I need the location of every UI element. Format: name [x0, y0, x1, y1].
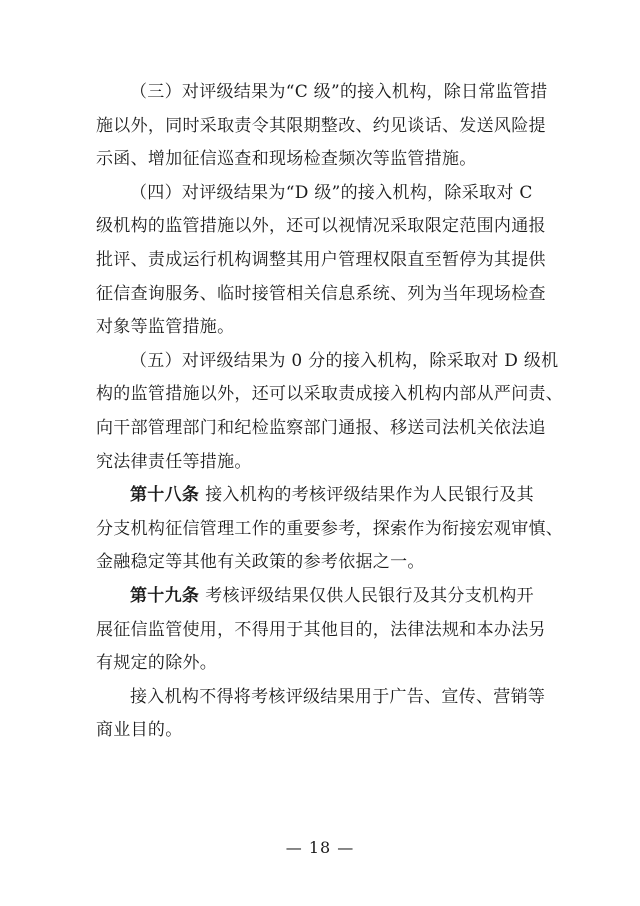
page-number: — 18 —	[285, 838, 355, 857]
text-line: （三）对评级结果为“C 级”的接入机构，除日常监管措	[130, 82, 548, 102]
text-line: 究法律责任等措施。	[96, 451, 252, 472]
text-line: 金融稳定等其他有关政策的参考依据之一。	[96, 552, 425, 573]
article-18-text: 接入机构的考核评级结果作为人民银行及其	[205, 485, 534, 506]
text-line: 有规定的除外。	[96, 653, 218, 674]
text-line: 征信查询服务、临时接管相关信息系统、列为当年现场检查	[96, 283, 546, 304]
text-line: 构的监管措施以外，还可以采取责成接入机构内部从严问责、	[96, 384, 564, 405]
text-line: 展征信监管使用，不得用于其他目的，法律法规和本办法另	[96, 619, 546, 640]
article-19	[96, 580, 556, 681]
text-line: （四）对评级结果为“D 级”的接入机构，除采取对 C	[130, 182, 533, 203]
text-line: 级机构的监管措施以外，还可以视情况采取限定范围内通报	[96, 216, 546, 237]
text-line: 分支机构征信管理工作的重要参考，探索作为衔接宏观审慎、	[96, 518, 564, 539]
article-19-label: 第十九条	[130, 585, 200, 606]
text-line: 向干部管理部门和纪检监察部门通报、移送司法机关依法追	[96, 417, 546, 438]
text-line: （五）对评级结果为 0 分的接入机构，除采取对 D 级机	[130, 350, 559, 371]
paragraph-c-level	[96, 76, 556, 177]
article-18	[96, 479, 564, 580]
text-line	[96, 479, 556, 513]
body-text	[96, 76, 564, 748]
text-line: 示函、增加征信巡查和现场检查频次等监管措施。	[96, 149, 477, 170]
text-line: 施以外，同时采取责令其限期整改、约见谈话、发送风险提	[96, 115, 546, 136]
text-line: 对象等监管措施。	[96, 317, 235, 338]
article-19-text: 考核评级结果仅供人民银行及其分支机构开	[205, 585, 534, 606]
paragraph-zero-score	[96, 345, 564, 479]
text-line: 批评、责成运行机构调整其用户管理权限直至暂停为其提供	[96, 249, 546, 270]
article-18-label: 第十八条	[130, 485, 200, 506]
paragraph-no-commercial-use	[96, 681, 556, 748]
paragraph-d-level	[96, 177, 556, 345]
text-line	[96, 580, 556, 614]
text-line: 商业目的。	[96, 720, 183, 741]
text-line: 接入机构不得将考核评级结果用于广告、宣传、营销等	[130, 686, 546, 707]
